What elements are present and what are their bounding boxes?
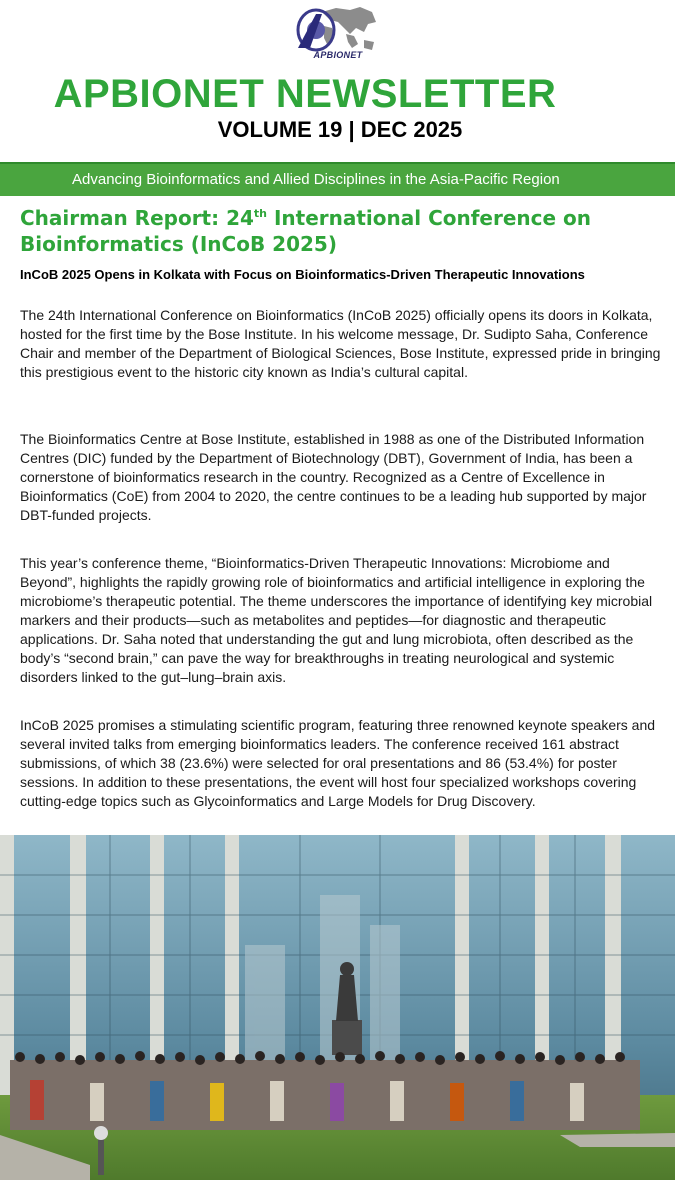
tagline-text: Advancing Bioinformatics and Allied Disciplines in the Asia-Pacific Region xyxy=(72,171,560,188)
headline-ordinal: th xyxy=(253,207,267,220)
group-photo xyxy=(0,835,675,1180)
tagline-banner xyxy=(0,162,675,196)
paragraph-1: The 24th International Conference on Bioinformatics (InCoB 2025) officially opens its doors in Kolkata, hosted for the first time by the Bose Institute. In his welcome message, Dr. Sudipto Saha, Conference Chair and member of the Department of Biological Sciences, Bose Institute, expressed pride in bringing this prestigious event to the historic city known as India’s cultural capital. xyxy=(20,307,661,380)
article-subhead: InCoB 2025 Opens in Kolkata with Focus on Bioinformatics-Driven Therapeutic Innovations xyxy=(20,267,585,282)
volume-date: VOLUME 19 | DEC 2025 xyxy=(217,117,463,142)
newsletter-title: APBIONET NEWSLETTER xyxy=(53,72,557,116)
paragraph-2: The Bioinformatics Centre at Bose Institute, established in 1988 as one of the Distributed Information Centres (DIC) funded by the Department of Biotechnology (DBT), Government of India, has been a cornerstone of bioinformatics research in the country. Recognized as a Centre of Excellence in Bioinformatics (CoE) from 2004 to 2020, the centre continues to be a leading hub supported by major DBT-funded projects. xyxy=(20,431,647,523)
headline-part2: International Conference on Bioinformatics (InCoB 2025) xyxy=(20,206,592,256)
paragraph-3: This year’s conference theme, “Bioinformatics-Driven Therapeutic Innovations: Microbiome and Beyond”, highlights the rapidly growing role of bioinformatics and artificial intelligence in exploring the microbiome’s therapeutic potential. The theme underscores the importance of identifying key microbial markers and their products—such as metabolites and peptides—for diagnostic and therapeutic applications. Dr. Saha noted that understanding the gut and lung microbiota, often described as the body’s “second brain,” can pave the way for breakthroughs in treating neurological and systemic disorders linked to the gut–lung–brain axis. xyxy=(20,555,653,685)
logo-wordmark: APBIONET xyxy=(313,50,363,60)
headline-part1: Chairman Report: 24 xyxy=(20,206,254,230)
paragraph-4: InCoB 2025 promises a stimulating scientific program, featuring three renowned keynote speakers and several invited talks from emerging bioinformatics leaders. The conference received 161 abstract submissions, of which 38 (23.6%) were selected for oral presentations and 86 (53.4%) for poster sessions. In addition to these presentations, the event will host four specialized workshops covering cutting-edge topics such as Glycoinformatics and Large Models for Drug Discovery. xyxy=(20,717,656,809)
article-headline xyxy=(20,205,665,257)
group-photo-illustration xyxy=(0,835,675,1180)
